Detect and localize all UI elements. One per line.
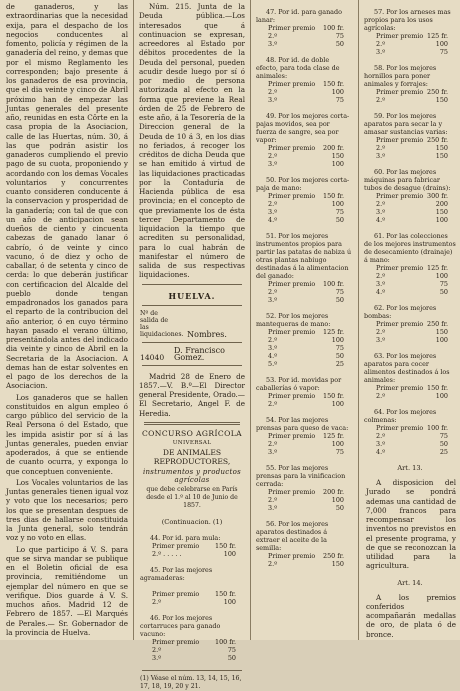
prize-amount: 200 fr.	[323, 488, 344, 496]
prize-title: 46. Por los mejores cortarruces para ganado vacuno:	[140, 613, 221, 638]
col1-paragraph-4: Lo que participo á V. S. para que se sirva mandar se publique en el Boletin oficial de esa provincia, remitiéndome un ejemplar del número en que se verifique. Dios guarde á V. S. muchos años. Madrid 12 de Febrero de 1857. —El Marqués de Perales.— Sr. Gobernador de la provincia de Huelva.	[6, 544, 128, 637]
prize-row	[256, 152, 352, 160]
prize-row	[364, 40, 456, 48]
prize-row	[256, 160, 352, 168]
divider	[142, 365, 242, 366]
col1-paragraph-1: de ganaderos, y las extraordinarias que la necesidad exija, para el despacho de los negocios conducentes al fomento, policía y régimen de la ganadería del reino, y demas que por el mismo Reglamento les corresponden; bajo presente á los ganaderos de esa provincia, que el dia veinte y cinco de Abril próximo han de empezar las Juntas generales del presente año, reunidas en esta Côrte en la casa propia de la Asociacion, calle de las Huertas, núm. 30, á las que podrán asistir los ganaderos cumpliendo el previo pago de su cuota, proponiendo y acordando con los demas Vocales voluntarios y concurrentes cuanto consideren conducente á la conservacion y prosperidad de la ganadería; con tal de que con un año de anticipacion sean dueños de ciento y cincuenta cabezas de ganado lanar ó cabrío, ó de veinte y cinco vacuno, ó de diez y ocho de caballar, ó de setenta y cinco de cerda: lo que deberán justificar con certificacion del Alcalde del pueblo donde tengan empadronados los ganados para el reparto de la contribucion del año anterior, ó en cuyo término hayan pasado el verano último, presentándola antes del indicado dia veinte y cinco de Abril en la Secretaria de la Asociacion. A demas han de estar solventes en el pago de los derechos de la Asociacion.	[6, 2, 129, 391]
prize-amount: 150	[435, 208, 448, 216]
prize-amount: 100	[331, 200, 344, 208]
concurso-title: CONCURSO AGRÍCOLA	[141, 428, 243, 438]
prize-rank: 2.º	[268, 496, 278, 504]
prize-row	[364, 32, 456, 40]
names-column-label: Nombres.	[187, 329, 227, 339]
prize-rank: 2.º	[152, 597, 162, 606]
prize-title: 51. Por los mejores instrumentos propios para partir las patatas de nabiza ú otras plantas nabiugo destinadas á la alimentacion del ganado:	[256, 232, 352, 280]
prize-amount: 100	[331, 336, 344, 344]
continuacion-label: (Continuacion. (1)	[161, 517, 223, 526]
prize-title: 56. Por los mejores aparatos destinados á extraer el aceite de la semilla:	[256, 520, 329, 552]
prize-amount: 100 fr.	[427, 424, 448, 432]
prize-row	[140, 654, 244, 662]
prize-rank: 2.º . . . . .	[152, 549, 182, 558]
deuda-closing: Madrid 28 de Enero de 1857.—V. B.º—El Director general Presidente, Orado.—El Secretario, Angel F. de Heredia.	[139, 371, 245, 418]
column-divider	[358, 0, 359, 640]
prize-rank: 2.º	[268, 288, 278, 296]
prize-rank: 3.º	[268, 96, 278, 104]
prize-item	[136, 566, 248, 582]
prize-rank: 4.º	[268, 352, 278, 360]
prize-row	[256, 440, 352, 448]
prize-rank: 3.º	[268, 344, 278, 352]
prize-amount: 50	[439, 288, 448, 296]
prize-rank: 3.º	[376, 152, 386, 160]
prize-title: 44. Por id. para mula:	[150, 533, 221, 542]
prize-rank: 2.º	[376, 328, 386, 336]
prize-row	[256, 504, 352, 512]
prize-title: 52. Por los mejores mantequeras de mano:	[256, 312, 331, 328]
prize-item	[252, 312, 356, 368]
prize-amount: 125 fr.	[427, 264, 448, 272]
liquidation-number: 14040	[140, 352, 165, 362]
prize-amount: 50	[335, 352, 344, 360]
prize-amount: 100	[223, 549, 236, 558]
prize-amount: 150 fr.	[323, 192, 344, 200]
prize-title: 48. Por id. de doble efecto, para toda clase de animales:	[256, 56, 340, 80]
prize-row	[140, 638, 244, 646]
liquidation-name: D. Francisco Gomez.	[174, 345, 225, 362]
prize-rank: 2.º	[268, 400, 278, 408]
prize-item	[252, 176, 356, 224]
prize-title: 55. Por las mejores prensas para la vinificacion cerrada:	[256, 464, 346, 488]
prize-rank: Primer premio	[376, 88, 424, 96]
prize-row	[364, 96, 456, 104]
prize-amount: 100	[435, 272, 448, 280]
column-3	[252, 0, 356, 640]
prize-item	[360, 304, 460, 344]
prize-item	[360, 8, 460, 56]
prize-title: 61. Por las colecciones de los mejores instrumentos de desecamiento (drainaje) á mano:	[364, 232, 456, 264]
prize-rank: 2.º	[376, 200, 386, 208]
prize-amount: 150 fr.	[323, 392, 344, 400]
column-4	[360, 0, 460, 640]
prize-rank: 2.º	[268, 32, 278, 40]
prize-rank: 2.º	[268, 560, 278, 568]
prize-row	[364, 192, 456, 200]
prize-amount: 75	[335, 448, 344, 456]
column-1	[0, 0, 132, 640]
prize-row	[256, 344, 352, 352]
article-13-heading: Art. 13.	[397, 464, 423, 472]
col3-prize-list	[252, 8, 356, 568]
prize-item	[252, 112, 356, 168]
prize-amount: 75	[335, 288, 344, 296]
prize-row	[256, 328, 352, 336]
prize-item	[252, 520, 356, 568]
prize-rank: 3.º	[268, 448, 278, 456]
prize-item	[252, 376, 356, 408]
prize-row	[256, 552, 352, 560]
prize-amount: 75	[335, 344, 344, 352]
prize-rank: Primer premio	[268, 432, 316, 440]
prize-title: 62. Por los mejores bombas:	[364, 304, 437, 320]
prize-amount: 150	[331, 152, 344, 160]
prize-rank: Primer premio	[152, 541, 200, 550]
prize-amount: 250 fr.	[427, 136, 448, 144]
col1-paragraph-2: Los ganaderos que se hallen constituidos en algun empleo ó cargo público del servicio de la Real Persona ó del Estado, que les impida asistir por sí á las Juntas generales, pueden enviar apoderados, á que se entiende de cuanto ocurra, y exponga lo que conceptuen conveniente.	[6, 392, 128, 476]
instrumentos-subtitle: instrumentos y productos agrícolas	[142, 467, 242, 484]
prize-amount: 150 fr.	[215, 541, 236, 550]
prize-row	[364, 336, 456, 344]
prize-rank: Primer premio	[376, 320, 424, 328]
prize-title: 47. Por id. para ganado lanar:	[256, 8, 342, 24]
prize-amount: 100	[331, 496, 344, 504]
prize-rank: 4.º	[376, 448, 386, 456]
prize-row	[256, 352, 352, 360]
deuda-notice: Núm. 215. Junta de la Deuda pública.—Los interesados que á continuacion se expresan, acreedores al Estado por débitos procedentes de la Deuda del personal, pueden acudir desde luego por sí ó por medio de persona autorizada al efecto en la forma que previene la Real órden de 25 de Febrero de este año, á la Tesorería de la Direccion general de la Deuda de 10 á 3, en los dias no feriados, á recoger los créditos de dicha Deuda que se han emitido á virtud de las liquidaciones practicadas por la Contaduría de Hacienda pública de esa provincia; en el concepto de que previamente los de ésta tercer Departamento de liquidacion la tiempo que acrediten su personalidad, para lo cual habrán de manifestar el número de salida de sus respectivas liquidaciones.	[139, 2, 245, 280]
prize-amount: 300 fr.	[427, 192, 448, 200]
prize-row	[364, 200, 456, 208]
prize-item	[360, 64, 460, 104]
prize-rank: Primer premio	[376, 136, 424, 144]
paris-dates: que debe celebrarse en París desde el 1.º al 10 de Junio de 1857.	[146, 485, 238, 509]
prize-row	[256, 32, 352, 40]
prize-rank: Primer premio	[376, 264, 424, 272]
prize-rank: 3.º	[268, 504, 278, 512]
prize-rank: 2.º	[376, 40, 386, 48]
province-heading: HUELVA.	[168, 290, 216, 301]
liquidation-row	[136, 347, 248, 361]
prize-amount: 25	[335, 360, 344, 368]
prize-rank: 5.º	[268, 360, 278, 368]
prize-amount: 50	[335, 216, 344, 224]
prize-rank: 3.º	[376, 208, 386, 216]
prize-rank: Primer premio	[376, 424, 424, 432]
prize-amount: 50	[335, 40, 344, 48]
prize-title: 57. Por los arneses mas propios para los usos agrícolas:	[364, 8, 451, 32]
prize-rank: Primer premio	[268, 488, 316, 496]
column-divider	[133, 0, 134, 640]
prize-row	[140, 598, 244, 606]
liquidation-table-header	[136, 310, 248, 338]
prize-rank: 2.º	[376, 272, 386, 280]
prize-row	[364, 280, 456, 288]
prize-amount: 200 fr.	[323, 144, 344, 152]
prize-row	[256, 448, 352, 456]
prize-rank: Primer premio	[268, 24, 316, 32]
prize-title: 64. Por los mejores colmenas:	[364, 408, 437, 424]
prize-amount: 50	[335, 504, 344, 512]
prize-item	[136, 534, 248, 558]
prize-amount: 25	[439, 448, 448, 456]
prize-rank: 3.º	[268, 296, 278, 304]
prize-amount: 75	[439, 432, 448, 440]
prize-amount: 100	[331, 440, 344, 448]
prize-row	[256, 80, 352, 88]
universal-subtitle: UNIVERSAL	[172, 439, 212, 446]
prize-item	[360, 408, 460, 456]
article-14-text: A los premios conferidos acompañarán medallas de oro, de plata ó de bronce.	[366, 592, 456, 639]
prize-item	[360, 168, 460, 224]
prize-item	[252, 464, 356, 512]
prize-item	[252, 56, 356, 104]
prize-amount: 100	[331, 160, 344, 168]
prize-amount: 125 fr.	[323, 432, 344, 440]
prize-row	[364, 272, 456, 280]
prize-row	[256, 336, 352, 344]
prize-row	[256, 360, 352, 368]
prize-rank: 2.º	[268, 440, 278, 448]
prize-row	[256, 208, 352, 216]
prize-title: 63. Por los mejores aparatos para cocer alimentos destinados á los animales:	[364, 352, 450, 384]
prize-row	[364, 264, 456, 272]
prize-amount: 125 fr.	[427, 32, 448, 40]
prize-item	[360, 112, 460, 160]
prize-row	[256, 560, 352, 568]
prize-item	[252, 416, 356, 456]
prize-rank: 2.º	[268, 152, 278, 160]
prize-title: 59. Por los mejores aparatos para secar la y amasar sustancias varias:	[364, 112, 448, 136]
prize-row	[256, 280, 352, 288]
prize-item	[252, 232, 356, 304]
prize-rank: 3.º	[268, 40, 278, 48]
col2-prize-list	[136, 534, 248, 662]
prize-row	[364, 328, 456, 336]
prize-rank: Primer premio	[268, 80, 316, 88]
prize-row	[364, 208, 456, 216]
prize-rank: Primer premio	[268, 192, 316, 200]
prize-rank: Primer premio	[268, 280, 316, 288]
prize-amount: 250 fr.	[427, 320, 448, 328]
prize-rank: 2.º	[376, 144, 386, 152]
prize-row	[256, 392, 352, 400]
prize-rank: 2.º	[268, 336, 278, 344]
prize-rank: 4.º	[268, 216, 278, 224]
prize-row	[364, 216, 456, 224]
article-14-heading: Art. 14.	[397, 578, 423, 587]
prize-row	[256, 432, 352, 440]
prize-rank: 2.º	[376, 392, 386, 400]
prize-row	[140, 646, 244, 654]
prize-title: 45. Por las mejores agramaderas:	[140, 565, 213, 582]
prize-rank: Primer premio	[376, 32, 424, 40]
prize-rank: Primer premio	[152, 637, 200, 646]
prize-item	[360, 232, 460, 296]
prize-title: 53. Por id. movidas por caballerías ó vapor:	[256, 376, 342, 392]
prize-rank: Primer premio	[152, 589, 200, 598]
prize-rank: Primer premio	[268, 392, 316, 400]
prize-amount: 100 fr.	[215, 637, 236, 646]
prize-amount: 75	[227, 645, 236, 654]
prize-row	[256, 96, 352, 104]
prize-row	[256, 216, 352, 224]
col4-prize-list	[360, 8, 460, 456]
prize-rank: 3.º	[152, 653, 162, 662]
prize-rank: Primer premio	[268, 552, 316, 560]
prize-amount: 75	[335, 32, 344, 40]
prize-amount: 100 fr.	[323, 24, 344, 32]
prize-amount: 75	[335, 96, 344, 104]
prize-row	[364, 448, 456, 456]
prize-row	[364, 48, 456, 56]
prize-amount: 150 fr.	[427, 384, 448, 392]
prize-amount: 50	[227, 653, 236, 662]
prize-row	[364, 440, 456, 448]
prize-row	[256, 496, 352, 504]
footnote: (1) Véase el núm. 13, 14, 15, 16, 17, 18, 19, 20 y 21.	[140, 674, 242, 690]
prize-row	[256, 200, 352, 208]
prize-row	[256, 400, 352, 408]
prize-amount: 50	[335, 296, 344, 304]
footnote-divider	[142, 670, 242, 671]
prize-amount: 75	[439, 48, 448, 56]
prize-title: 49. Por los mejores corta-pajas movidos, sea por fuerza de sangre, sea por vapor:	[256, 112, 350, 144]
prize-amount: 100	[331, 88, 344, 96]
divider	[142, 305, 242, 306]
prize-rank: 3.º	[376, 440, 386, 448]
prize-amount: 100	[435, 392, 448, 400]
prize-amount: 100 fr.	[323, 280, 344, 288]
prize-rank: 3.º	[376, 280, 386, 288]
divider	[142, 284, 242, 285]
prize-row	[364, 144, 456, 152]
prize-rank: 4.º	[376, 216, 386, 224]
prize-row	[256, 144, 352, 152]
prize-row	[140, 590, 244, 598]
prize-rank: Primer premio	[268, 144, 316, 152]
prize-amount: 200	[435, 200, 448, 208]
prize-amount: 100	[435, 336, 448, 344]
double-divider	[144, 422, 240, 425]
prize-rank: 2.º	[268, 88, 278, 96]
prize-title: 54. Por las mejores prensas para queso de vaca:	[256, 416, 349, 432]
prize-item	[136, 614, 248, 662]
prize-row	[364, 432, 456, 440]
prize-rank: Primer premio	[376, 384, 424, 392]
prize-item	[136, 590, 248, 606]
prize-amount: 75	[335, 208, 344, 216]
prize-amount: 100	[435, 40, 448, 48]
prize-rank: 2.º	[376, 96, 386, 104]
prize-rank: 3.º	[376, 336, 386, 344]
prize-amount: 100	[331, 400, 344, 408]
prize-row	[364, 392, 456, 400]
prize-amount: 150	[435, 152, 448, 160]
prize-amount: 100	[223, 597, 236, 606]
prize-amount: 250 fr.	[323, 552, 344, 560]
prize-row	[256, 192, 352, 200]
prize-amount: 150 fr.	[323, 80, 344, 88]
prize-amount: 150 fr.	[215, 589, 236, 598]
prize-title: 58. Por los mejores hornillos para poner animales y forrajes:	[364, 64, 437, 88]
prize-row	[364, 424, 456, 432]
prize-amount: 150	[435, 96, 448, 104]
divider	[142, 342, 242, 343]
prize-rank: 2.º	[152, 645, 162, 654]
prize-row	[364, 384, 456, 392]
column-2	[136, 0, 248, 690]
prize-row	[140, 542, 244, 550]
column-divider	[250, 0, 251, 640]
prize-row	[364, 288, 456, 296]
prize-amount: 250 fr.	[427, 88, 448, 96]
prize-row	[364, 136, 456, 144]
prize-amount: 150	[435, 328, 448, 336]
prize-item	[360, 352, 460, 400]
prize-amount: 150	[435, 144, 448, 152]
prize-amount: 50	[439, 440, 448, 448]
prize-amount: 150	[331, 560, 344, 568]
prize-rank: Primer premio	[376, 192, 424, 200]
prize-row	[364, 88, 456, 96]
prize-row	[256, 488, 352, 496]
prize-row	[256, 24, 352, 32]
prize-rank: 3.º	[268, 160, 278, 168]
prize-amount: 75	[439, 280, 448, 288]
prize-row	[256, 288, 352, 296]
prize-row	[256, 88, 352, 96]
salida-column-label: Nº de salida de las liquidaciones.	[140, 309, 184, 338]
article-13-text: A disposicion del Jurado se pondrá ademas una cantidad de 7,000 francos para recompensar los inventos no previstos en el presente programa, y de que se reconozcan la utilidad para la agricultura.	[366, 478, 456, 571]
prize-item	[252, 8, 356, 48]
prize-rank: Primer premio	[268, 328, 316, 336]
prize-title: 50. Por los mejores corta-paja de mano:	[256, 176, 350, 192]
prize-rank: 4.º	[376, 288, 386, 296]
prize-amount: 125 fr.	[323, 328, 344, 336]
prize-row	[364, 152, 456, 160]
prize-rank: 3.º	[268, 208, 278, 216]
prize-title: 60. Por las mejores máquinas para fabricar tubos de desague (drains):	[364, 168, 451, 192]
prize-row	[256, 40, 352, 48]
prize-row	[364, 320, 456, 328]
col1-paragraph-3: Los Vocales voluntarios de las Juntas generales tienen igual voz y voto que los necesarios; pero los que se presentan despues de tres dias de hallarse constituida la Junta general, solo tendrán voz y no voto en ellas.	[6, 477, 128, 543]
reproductores-title: DE ANIMALES REPRODUCTORES,	[153, 447, 231, 466]
prize-amount: 100	[435, 216, 448, 224]
prize-row	[256, 296, 352, 304]
prize-rank: 2.º	[376, 432, 386, 440]
prize-row	[140, 550, 244, 558]
prize-rank: 3.º	[376, 48, 386, 56]
prize-rank: 2.º	[268, 200, 278, 208]
